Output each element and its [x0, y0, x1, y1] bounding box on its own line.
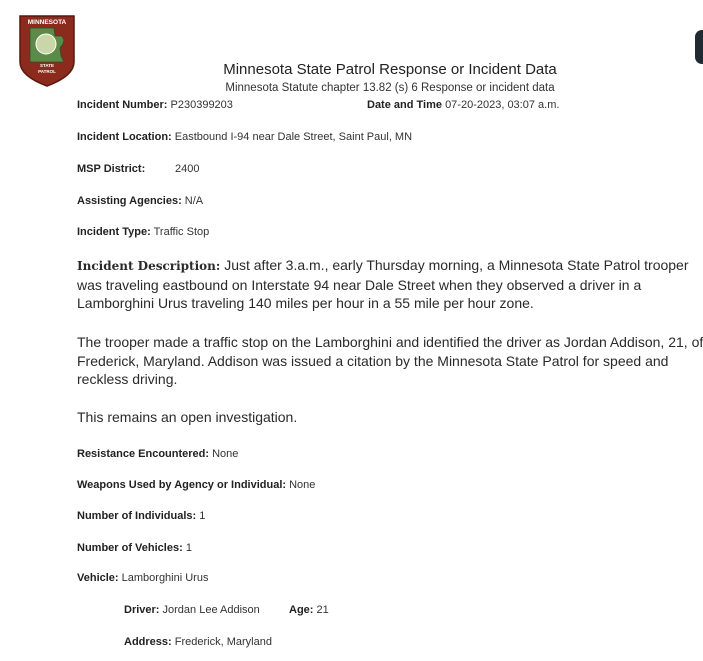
incident-number-value: P230399203: [170, 99, 233, 111]
vehicles-label: Number of Vehicles:: [77, 542, 183, 554]
assisting-agencies-label: Assisting Agencies:: [77, 195, 182, 207]
incident-type-row: [77, 226, 209, 238]
age-label: Age:: [289, 604, 314, 616]
incident-type-value: Traffic Stop: [153, 226, 210, 238]
individuals-label: Number of Individuals:: [77, 510, 197, 522]
date-time-label: Date and Time: [367, 99, 442, 111]
vehicles-value: 1: [185, 542, 192, 554]
age-value: 21: [316, 604, 329, 616]
driver-label: Driver:: [124, 604, 160, 616]
driver-value: Jordan Lee Addison: [162, 604, 260, 616]
assisting-agencies-row: [77, 195, 203, 207]
svg-text:STATE: STATE: [39, 63, 55, 68]
msp-district-row: [77, 163, 145, 175]
incident-number-row: [77, 99, 233, 111]
document-subtitle: Minnesota Statute chapter 13.82 (s) 6 Response or incident data: [225, 82, 555, 94]
vehicles-row: [77, 542, 192, 554]
address-value: Frederick, Maryland: [174, 636, 272, 648]
incident-type-label: Incident Type:: [77, 226, 151, 238]
vehicle-label: Vehicle:: [77, 572, 119, 584]
incident-description-paragraph: [77, 256, 703, 313]
resistance-label: Resistance Encountered:: [77, 448, 210, 460]
side-handle: [695, 30, 703, 64]
individuals-row: [77, 510, 205, 522]
incident-description-label: Incident Description:: [77, 259, 221, 273]
msp-district-value: 2400: [175, 163, 200, 175]
description-paragraph-2: The trooper made a traffic stop on the Lamborghini and identified the driver as Jordan Addison, 21, of Frederick, Maryland. Addison was issued a citation by the Minnesota State Patrol for speed and reckless driving.: [77, 334, 703, 387]
resistance-row: [77, 448, 238, 460]
description-paragraph-3: This remains an open investigation.: [77, 409, 298, 425]
vehicle-value: Lamborghini Urus: [121, 572, 209, 584]
svg-text:MINNESOTA: MINNESOTA: [27, 19, 67, 26]
incident-location-row: [77, 131, 412, 143]
address-label: Address:: [124, 636, 172, 648]
address-row: [124, 636, 272, 648]
msp-district-value-row: [175, 163, 199, 175]
driver-row: [124, 604, 260, 616]
weapons-row: [77, 479, 315, 491]
document-title: Minnesota State Patrol Response or Incident Data: [223, 61, 557, 78]
resistance-value: None: [212, 448, 239, 460]
vehicle-row: [77, 572, 208, 584]
individuals-value: 1: [199, 510, 206, 522]
assisting-agencies-value: N/A: [184, 195, 204, 207]
incident-description-text: Just after 3.a.m., early Thursday morning, a Minnesota State Patrol trooper was traveling eastbound on Interstate 94 near Dale Street when they observed a driver in a Lamborghini Urus traveling 140 miles per hour in a 55 mile per hour zone.: [77, 257, 689, 311]
incident-number-label: Incident Number:: [77, 99, 168, 111]
age-row: [289, 604, 329, 616]
msp-district-label: MSP District:: [77, 163, 146, 175]
date-time-value: 07-20-2023, 03:07 a.m.: [445, 99, 560, 111]
weapons-value: None: [289, 479, 316, 491]
incident-location-label: Incident Location:: [77, 131, 172, 143]
incident-location-value: Eastbound I-94 near Dale Street, Saint Paul, MN: [174, 131, 413, 143]
date-time-row: [367, 99, 559, 111]
weapons-label: Weapons Used by Agency or Individual:: [77, 479, 287, 491]
svg-text:PATROL: PATROL: [38, 69, 56, 74]
